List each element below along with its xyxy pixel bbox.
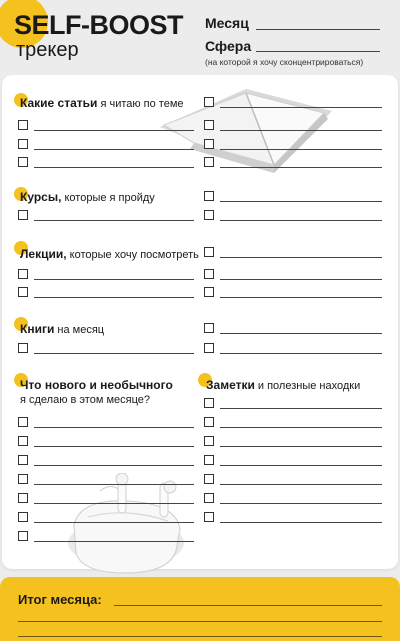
checklist-row[interactable]: [204, 97, 384, 111]
checkbox[interactable]: [204, 343, 214, 353]
checklist-row[interactable]: [204, 512, 384, 526]
header: [0, 0, 400, 78]
checklist-row[interactable]: [18, 436, 194, 450]
checklist-row[interactable]: [18, 287, 194, 301]
checkbox[interactable]: [204, 139, 214, 149]
brand-title: SELF-BOOST: [14, 10, 183, 40]
checkbox[interactable]: [204, 247, 214, 257]
checkbox[interactable]: [18, 269, 28, 279]
checklist-row[interactable]: [18, 269, 194, 283]
checklist-row[interactable]: [18, 157, 194, 171]
checklist-row[interactable]: [204, 287, 384, 301]
checklist-row[interactable]: [204, 157, 384, 171]
checkbox[interactable]: [204, 512, 214, 522]
month-total-label: Итог месяца:: [18, 592, 102, 607]
checklist-row[interactable]: [204, 493, 384, 507]
brand-subtitle: трекер: [16, 39, 79, 61]
checklist-row[interactable]: [18, 120, 194, 134]
checkbox[interactable]: [204, 474, 214, 484]
checkbox[interactable]: [204, 191, 214, 201]
section-notes-title: Заметки и полезные находки: [206, 378, 361, 392]
checklist-row[interactable]: [18, 139, 194, 153]
checkbox[interactable]: [204, 455, 214, 465]
checklist-row[interactable]: [18, 493, 194, 507]
checklist-row[interactable]: [204, 247, 384, 261]
sphere-hint: (на которой я хочу сконцентрироваться): [205, 57, 364, 67]
checklist-row[interactable]: [18, 512, 194, 526]
sphere-field[interactable]: [256, 51, 380, 52]
checklist-row[interactable]: [204, 191, 384, 205]
checklist-row[interactable]: [204, 120, 384, 134]
checkbox[interactable]: [18, 417, 28, 427]
checkbox[interactable]: [204, 157, 214, 167]
checklist-row[interactable]: [204, 417, 384, 431]
checklist-row[interactable]: [18, 455, 194, 469]
earbuds-case-image: [60, 473, 200, 581]
checklist-row[interactable]: [204, 455, 384, 469]
checklist-row[interactable]: [204, 436, 384, 450]
month-total-line[interactable]: [18, 621, 382, 622]
section-books-title: Книги на месяц: [20, 322, 105, 336]
checkbox[interactable]: [18, 493, 28, 503]
checkbox[interactable]: [204, 269, 214, 279]
month-label: Месяц: [205, 15, 249, 31]
checkbox[interactable]: [18, 531, 28, 541]
checklist-row[interactable]: [204, 210, 384, 224]
checklist-row[interactable]: [18, 417, 194, 431]
checklist-row[interactable]: [204, 343, 384, 357]
checkbox[interactable]: [204, 398, 214, 408]
checkbox[interactable]: [18, 512, 28, 522]
checkbox[interactable]: [204, 493, 214, 503]
month-field[interactable]: [256, 29, 380, 30]
checklist-row[interactable]: [204, 269, 384, 283]
checklist-row[interactable]: [204, 139, 384, 153]
section-courses-title: Курсы, которые я пройду: [20, 190, 155, 204]
sphere-label: Сфера: [205, 38, 252, 54]
month-total-line[interactable]: [18, 636, 382, 637]
checkbox[interactable]: [18, 120, 28, 130]
section-lectures-title: Лекции, которые хочу посмотреть: [20, 247, 199, 261]
checkbox[interactable]: [18, 139, 28, 149]
checkbox[interactable]: [18, 210, 28, 220]
checkbox[interactable]: [204, 436, 214, 446]
checklist-row[interactable]: [18, 531, 194, 545]
checkbox[interactable]: [18, 455, 28, 465]
checkbox[interactable]: [18, 343, 28, 353]
section-new-things-title: Что нового и необычного: [20, 378, 173, 392]
checkbox[interactable]: [204, 323, 214, 333]
section-new-things-subtitle: я сделаю в этом месяце?: [20, 394, 150, 406]
month-total-line[interactable]: [114, 605, 382, 606]
checkbox[interactable]: [204, 287, 214, 297]
checklist-row[interactable]: [204, 474, 384, 488]
section-articles-title: Какие статьи я читаю по теме: [20, 96, 184, 110]
checklist-row[interactable]: [204, 323, 384, 337]
checkbox[interactable]: [18, 157, 28, 167]
tracker-card: [2, 75, 398, 569]
checkbox[interactable]: [204, 120, 214, 130]
checkbox[interactable]: [204, 97, 214, 107]
checklist-row[interactable]: [18, 343, 194, 357]
month-total-panel: [0, 577, 400, 641]
checklist-row[interactable]: [18, 474, 194, 488]
checkbox[interactable]: [204, 210, 214, 220]
checkbox[interactable]: [204, 417, 214, 427]
checkbox[interactable]: [18, 436, 28, 446]
checkbox[interactable]: [18, 287, 28, 297]
checklist-row[interactable]: [18, 210, 194, 224]
checklist-row[interactable]: [204, 398, 384, 412]
checkbox[interactable]: [18, 474, 28, 484]
